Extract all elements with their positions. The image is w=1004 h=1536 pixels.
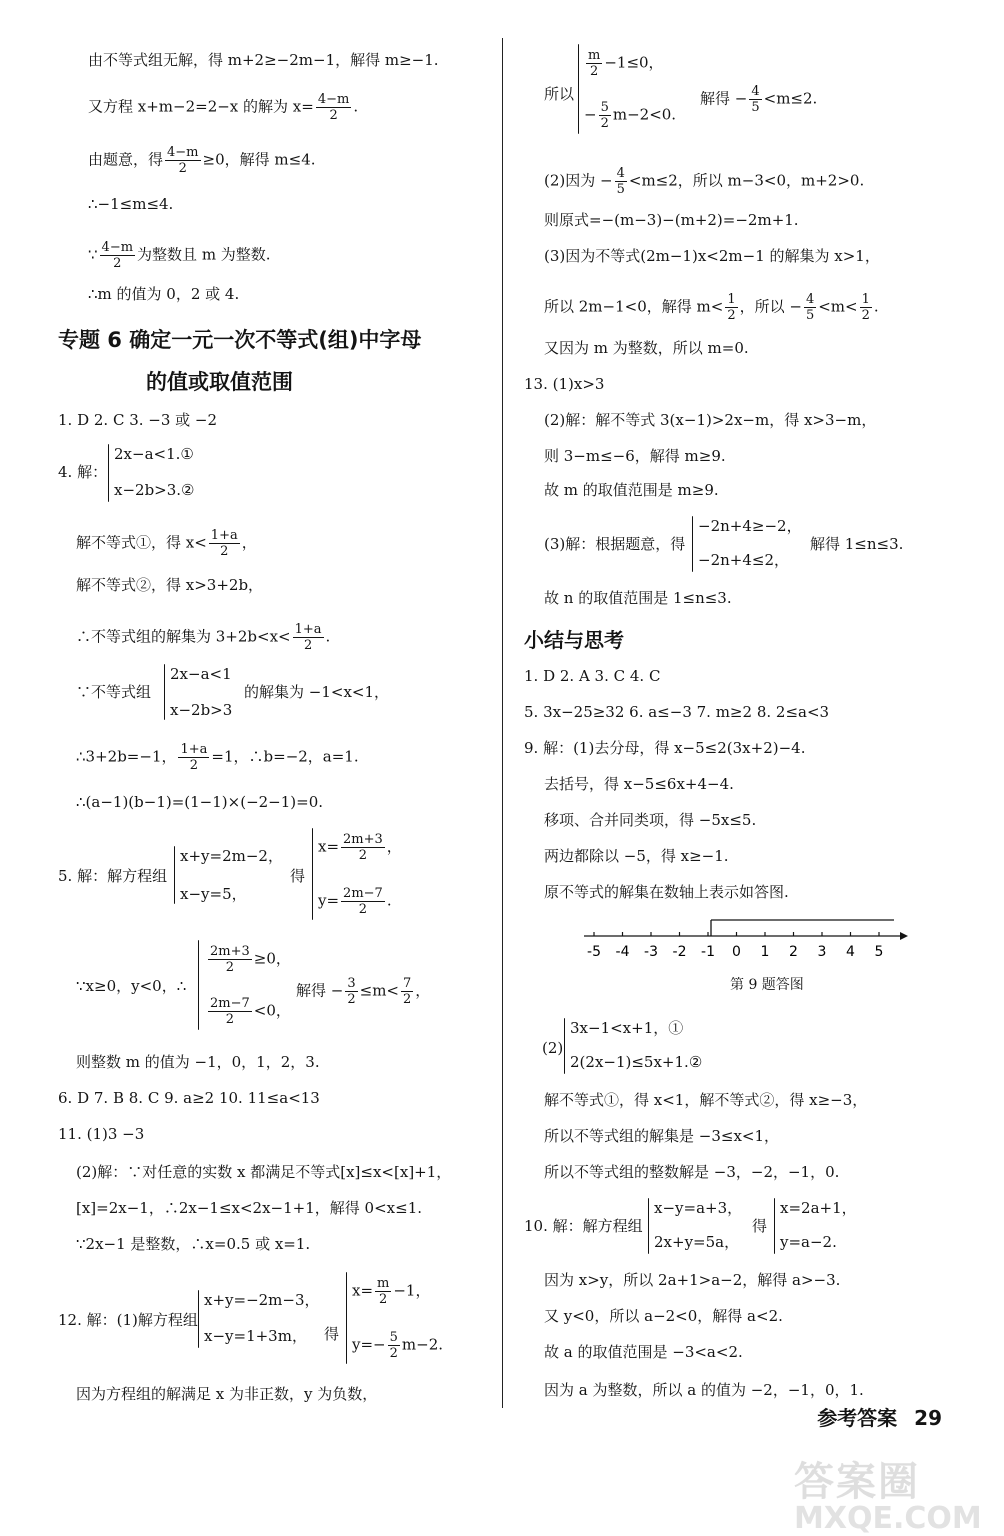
column-divider — [502, 38, 503, 1408]
watermark-logo — [794, 1450, 984, 1536]
text-line: 由不等式组无解，得 m+2≥−2m−1，解得 m≥−1. — [88, 51, 439, 69]
brace — [198, 940, 199, 1030]
text-line: 移项、合并同类项，得 −5x≤5. — [544, 811, 757, 829]
text-line: 由题意，得 $\frac{4-m}{2}$ ≥0，解得 m≤4. — [88, 145, 316, 176]
tick-label: -2 — [672, 944, 687, 960]
system-line: $\frac{m}{2}$ −1≤0， — [588, 48, 664, 79]
text-line: 解得 1≤n≤3. — [810, 535, 904, 553]
tick-label: 3 — [817, 944, 827, 960]
text-line: 则 3−m≤−6，解得 m≥9. — [544, 447, 726, 465]
brace — [648, 1198, 649, 1254]
question-label: 10. 解：解方程组 — [524, 1217, 643, 1235]
text-line: 解不等式①，得 x<1，解不等式②，得 x≥−3， — [544, 1091, 868, 1109]
text-line: 则原式=−(m−3)−(m+2)=−2m+1. — [544, 211, 799, 229]
text-line: 所以 — [544, 85, 575, 103]
system-line: x−y=1+3m， — [204, 1327, 307, 1345]
axis-arrow — [900, 932, 908, 940]
text-line: 故 m 的取值范围是 m≥9. — [544, 481, 719, 499]
tick-label: 4 — [846, 944, 855, 960]
text-line: ∴−1≤m≤4. — [88, 195, 174, 213]
question-label: 12. 解：(1)解方程组 — [58, 1311, 198, 1329]
question-label: 4. 解： — [58, 463, 108, 481]
text-line: 又因为 m 为整数，所以 m=0. — [544, 339, 749, 357]
watermark-text: 答案圈 — [794, 1459, 920, 1505]
text-line: 因为 x>y，所以 2a+1>a−2，解得 a>−3. — [544, 1271, 841, 1289]
text-line: ∴m 的值为 0，2 或 4. — [88, 285, 240, 303]
system-line: x= $\frac{m}{2}$ −1， — [352, 1276, 431, 1307]
text-line: (3)因为不等式(2m−1)x<2m−1 的解集为 x>1， — [544, 247, 880, 265]
brace — [164, 664, 165, 720]
system-line: x−y=a+3， — [654, 1199, 743, 1217]
text-line: (2)解：解不等式 3(x−1)>2x−m，得 x>3−m， — [544, 411, 877, 429]
text-line: (2)解：∵对任意的实数 x 都满足不等式[x]≤x<[x]+1， — [76, 1163, 452, 1181]
brace — [692, 516, 693, 572]
text-line: 所以 2m−1<0，解得 m< $\frac{1}{2}$ ，所以 − $\frac{4}{5}$ <m< $\frac{1}{2}$ . — [544, 292, 879, 323]
system-line: 2x−a<1.① — [114, 445, 194, 463]
system-line: $\frac{2m+3}{2}$ ≥0， — [210, 944, 291, 975]
system-line: x+y=2m−2， — [180, 847, 283, 865]
answer-line: 11. (1)3 −3 — [58, 1125, 145, 1143]
brace — [174, 846, 175, 904]
system-line: − $\frac{5}{2}$ m−2<0. — [584, 100, 677, 131]
text-line: ∵2x−1 是整数，∴x=0.5 或 x=1. — [76, 1235, 311, 1253]
text-line: 又 y<0，所以 a−2<0，解得 a<2. — [544, 1307, 783, 1325]
text-line: ∵x≥0，y<0，∴ — [76, 977, 187, 995]
text-line: 故 a 的取值范围是 −3<a<2. — [544, 1343, 743, 1361]
text-line: 因为方程组的解满足 x 为非正数，y 为负数， — [76, 1385, 378, 1403]
text-line: 解得 − $\frac{3}{2}$ ≤m< $\frac{7}{2}$ ， — [296, 976, 431, 1007]
system-line: x+y=−2m−3， — [204, 1291, 320, 1309]
brace — [346, 1272, 347, 1364]
brace — [312, 828, 313, 920]
text-line: 得 — [324, 1325, 340, 1343]
tick-label: 5 — [874, 944, 884, 960]
text-line: 所以不等式组的整数解是 −3，−2，−1，0. — [544, 1163, 840, 1181]
section-title: 专题 6 确定一元一次不等式(组)中字母 — [58, 328, 422, 352]
section-title: 的值或取值范围 — [146, 370, 293, 394]
text-line: 9. 解：(1)去分母，得 x−5≤2(3x+2)−4. — [524, 739, 806, 757]
number-line-figure — [580, 914, 910, 966]
text-line: 故 n 的取值范围是 1≤n≤3. — [544, 589, 732, 607]
text-line: ∴3+2b=−1， $\frac{1+a}{2}$ =1，∴b=−2，a=1. — [76, 742, 359, 773]
text-line: ∵不等式组 — [76, 683, 152, 701]
question-label: 5. 解：解方程组 — [58, 867, 168, 885]
system-line: y=− $\frac{5}{2}$ m−2. — [352, 1330, 444, 1361]
tick-label: -3 — [644, 944, 658, 960]
watermark-url: MXQE.COM — [794, 1501, 982, 1536]
brace — [198, 1290, 199, 1348]
system-line: y=a−2. — [780, 1233, 837, 1251]
text-line: (2) — [542, 1039, 564, 1057]
text-line: 得 — [752, 1217, 768, 1235]
system-line: x−2b>3 — [170, 701, 233, 719]
figure-caption: 第 9 题答图 — [730, 977, 804, 993]
text-line: 又方程 x+m−2=2−x 的解为 x= $\frac{4-m}{2}$ . — [88, 92, 359, 123]
tick-label: 1 — [760, 944, 770, 960]
text-line: ∴(a−1)(b−1)=(1−1)×(−2−1)=0. — [76, 793, 324, 811]
brace — [564, 1018, 565, 1074]
text-line: 得 — [290, 867, 306, 885]
text-line: 原不等式的解集在数轴上表示如答图. — [544, 883, 789, 901]
system-line: $\frac{2m-7}{2}$ <0， — [210, 996, 291, 1027]
system-line: x−y=5， — [180, 885, 247, 903]
text-line: (2)因为 − $\frac{4}{5}$ <m≤2，所以 m−3<0，m+2>0. — [544, 166, 865, 197]
tick-label: -5 — [587, 944, 601, 960]
system-line: 2(2x−1)≤5x+1.② — [570, 1053, 703, 1071]
system-line: x−2b>3.② — [114, 481, 195, 499]
system-line: 2x+y=5a， — [654, 1233, 740, 1251]
system-line: x= $\frac{2m+3}{2}$ ， — [318, 832, 402, 863]
text-line: (3)解：根据题意，得 — [544, 535, 686, 553]
tick-label: -4 — [615, 944, 630, 960]
tick-label: 0 — [732, 944, 741, 960]
answer-line: 1. D 2. C 3. −3 或 −2 — [58, 411, 218, 429]
answer-line: 1. D 2. A 3. C 4. C — [524, 667, 661, 685]
system-line: −2n+4≥−2， — [698, 517, 802, 535]
text-line: 的解集为 −1<x<1， — [244, 683, 390, 701]
text-line: ∴不等式组的解集为 3+2b<x< $\frac{1+a}{2}$ . — [76, 622, 331, 653]
text-line: [x]=2x−1，∴2x−1≤x<2x−1+1，解得 0<x≤1. — [76, 1199, 423, 1217]
page-number: 29 — [914, 1406, 942, 1430]
text-line: 解不等式②，得 x>3+2b， — [76, 576, 264, 594]
brace — [774, 1198, 775, 1254]
section-title: 小结与思考 — [524, 628, 624, 652]
system-line: −2n+4≤2， — [698, 551, 789, 569]
text-line: 解得 − $\frac{4}{5}$ <m≤2. — [700, 84, 818, 115]
system-line: y= $\frac{2m-7}{2}$ . — [318, 886, 392, 917]
brace — [108, 444, 109, 502]
text-line: ∵ $\frac{4-m}{2}$ 为整数且 m 为整数. — [88, 240, 271, 271]
brace — [578, 44, 579, 134]
text-line: 因为 a 为整数，所以 a 的值为 −2，−1，0，1. — [544, 1381, 864, 1399]
page-footer — [817, 1402, 942, 1431]
text-line: 解不等式①，得 x< $\frac{1+a}{2}$ ， — [76, 528, 257, 559]
text-line: 两边都除以 −5，得 x≥−1. — [544, 847, 729, 865]
text-line: 则整数 m 的值为 −1，0，1，2，3. — [76, 1053, 320, 1071]
text-line: 所以不等式组的解集是 −3≤x<1， — [544, 1127, 780, 1145]
system-line: x=2a+1， — [780, 1199, 857, 1217]
tick-label: 2 — [789, 944, 798, 960]
tick-label: -1 — [701, 944, 715, 960]
system-line: 3x−1<x+1，① — [570, 1019, 684, 1037]
system-line: 2x−a<1 — [170, 665, 232, 683]
footer-label: 参考答案 — [817, 1406, 898, 1430]
text-line: 去括号，得 x−5≤6x+4−4. — [544, 775, 734, 793]
answer-line: 6. D 7. B 8. C 9. a≥2 10. 11≤a<13 — [58, 1089, 320, 1107]
answer-line: 5. 3x−25≥32 6. a≤−3 7. m≥2 8. 2≤a<3 — [524, 703, 830, 721]
answer-line: 13. (1)x>3 — [524, 375, 605, 393]
